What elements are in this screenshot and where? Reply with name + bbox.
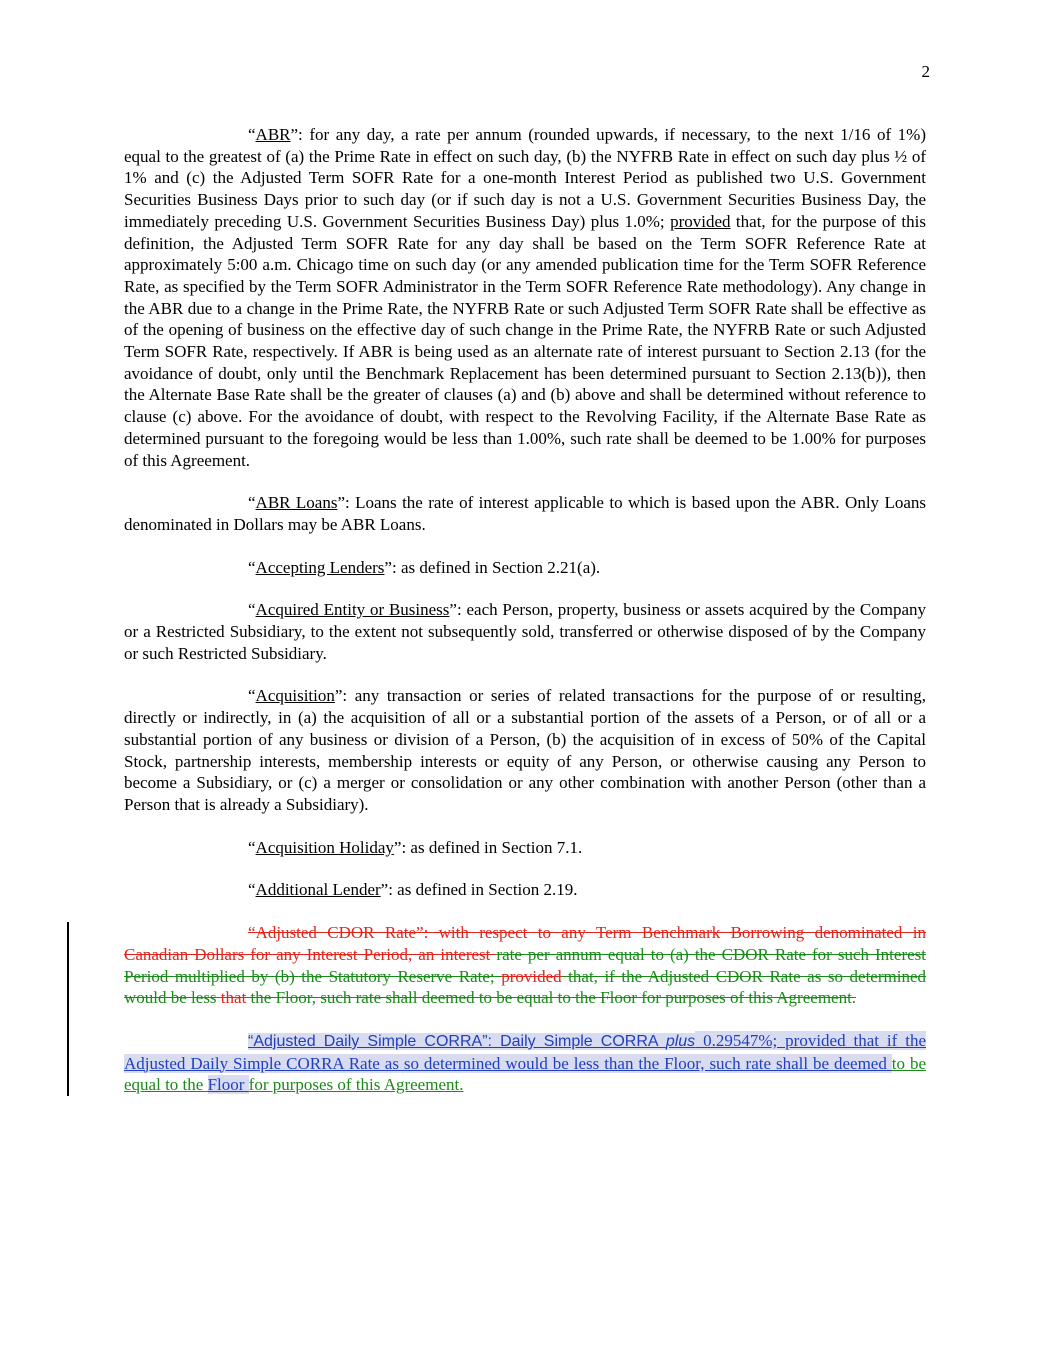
definition-adjusted-daily-simple-corra-inserted [124,1030,926,1096]
quote-open: “ [248,493,256,513]
inserted-floor: Floor [207,1075,249,1095]
provided-term: provided [670,211,731,231]
definition-text: ”: as defined in Section 2.19. [380,880,578,900]
defined-term: Acquired Entity or Business [255,600,450,620]
definition-text: ”: Loans the rate of interest applicable to which is based upon the ABR. Only Loans denominated in Dollars may be ABR Loans. [124,493,926,534]
moved-inserted-text: for purposes of this Agreement. [248,1075,464,1095]
definition-text: ”: each Person, property, business or assets acquired by the Company or a Restricted Subsidiary, to the extent not subsequently sold, transferred or otherwise disposed of by the Company or such Restricted Subsidiary. [124,600,926,663]
revision-bar [67,1026,69,1096]
moved-deleted-text: rate per annum equal to (a) the CDOR Rate for such Interest Period multiplied by (b) the Statutory Reserve Rate; [124,944,926,986]
definition-additional-lender [124,879,926,901]
definition-adjusted-cdor-deleted [124,922,926,1009]
revision-bar [67,922,69,1030]
quote-open: “ [248,557,256,577]
defined-term: Accepting Lenders [255,557,385,577]
definition-acquisition [124,685,926,815]
inserted-text: provided that if the Adjusted Daily Simple CORRA Rate as so determined would be less than the Floor, such rate shall be deemed [124,1030,926,1073]
definition-text: ”: for any day, a rate per annum (rounded upwards, if necessary, to the next 1/16 of 1%) equal to the greatest of (a) the Prime Rate in effect on such day, (b) the NYFRB Rate in effect on such day plus ½ of 1% and (c) the Adjusted Term SOFR Rate for a one-month Interest Period as published two U.S. Government Securities Business Days prior to such day (or if such day is not a U.S. Government Securities Business Day, the immediately preceding U.S. Government Securities Business Day) plus 1.0%; [124,125,926,231]
moved-deleted-text: that, if the Adjusted CDOR Rate as so determined would be less [124,966,926,1008]
moved-inserted-text: to be equal to the [124,1053,926,1095]
quote-open: “ [248,837,256,857]
page-number: 2 [921,62,930,81]
definition-text: ”: as defined in Section 2.21(a). [384,557,601,577]
inserted-rate: 0.29547%; [695,1030,786,1050]
definition-text: ”: as defined in Section 7.1. [393,837,583,857]
definition-accepting-lenders [124,557,926,579]
definition-text: ”: any transaction or series of related transactions for the purpose of or resulting, directly or indirectly, in (a) the acquisition of all or a substantial portion of the assets of a Person, or of all or a substantial portion of any business or division of a Person, (b) the acquisition of in excess of 50% of the Capital Stock, partnership interests, membership interests or equity of any Person, or otherwise causing any Person to become a Subsidiary, or (c) a merger or consolidation or any other combination with another Person (other than a Person that is already a Subsidiary). [124,686,926,814]
defined-term: Acquisition [255,686,335,706]
quote-open: “ [248,686,256,706]
moved-deleted-text: the Floor, such rate shall deemed to be equal to the Floor for purposes of this Agreement. [246,988,857,1008]
quote-open: “ [248,880,256,900]
document-body [124,124,926,1117]
inserted-term: “Adjusted Daily Simple CORRA”: Daily Simple CORRA [248,1032,666,1050]
defined-term: ABR Loans [255,493,338,513]
inserted-plus: plus [665,1032,696,1050]
deleted-text: “Adjusted CDOR Rate”: with respect to any Term Benchmark Borrowing denominated in Canadian Dollars for any Interest Period, an interest [124,923,926,964]
defined-term: Additional Lender [255,880,381,900]
deleted-text: that [220,988,247,1008]
definition-acquired-entity [124,599,926,664]
defined-term: Acquisition Holiday [255,837,394,857]
quote-open: “ [248,125,256,144]
definition-acquisition-holiday [124,837,926,859]
quote-open: “ [248,600,256,620]
defined-term: ABR [255,125,291,144]
definition-abr [124,124,926,471]
definition-text-continued: that, for the purpose of this definition, the Adjusted Term SOFR Rate for any day shall be based on the Term SOFR Reference Rate at approximately 5:00 a.m. Chicago time on such day (or any amended publication time for the Term SOFR Reference Rate, as specified by the Term SOFR Administrator in the Term SOFR Reference Rate methodology). Any change in the ABR due to a change in the Prime Rate, the NYFRB Rate or such Adjusted Term SOFR Rate shall be effective as of the opening of business on the effective day of such change in the Prime Rate, the NYFRB Rate or such Adjusted Term SOFR Rate, respectively. If ABR is being used as an alternate rate of interest pursuant to Section 2.13 (for the avoidance of doubt, only until the Benchmark Replacement has been determined pursuant to Section 2.13(b)), then the Alternate Base Rate shall be the greater of clauses (a) and (b) above and shall be determined without reference to clause (c) above. For the avoidance of doubt, with respect to the Revolving Facility, if the Alternate Base Rate as determined pursuant to the foregoing would be less than 1.00%, such rate shall be deemed to be 1.00% for purposes of this Agreement. [124,211,926,470]
definition-abr-loans [124,492,926,535]
deleted-provided: provided [501,966,562,986]
